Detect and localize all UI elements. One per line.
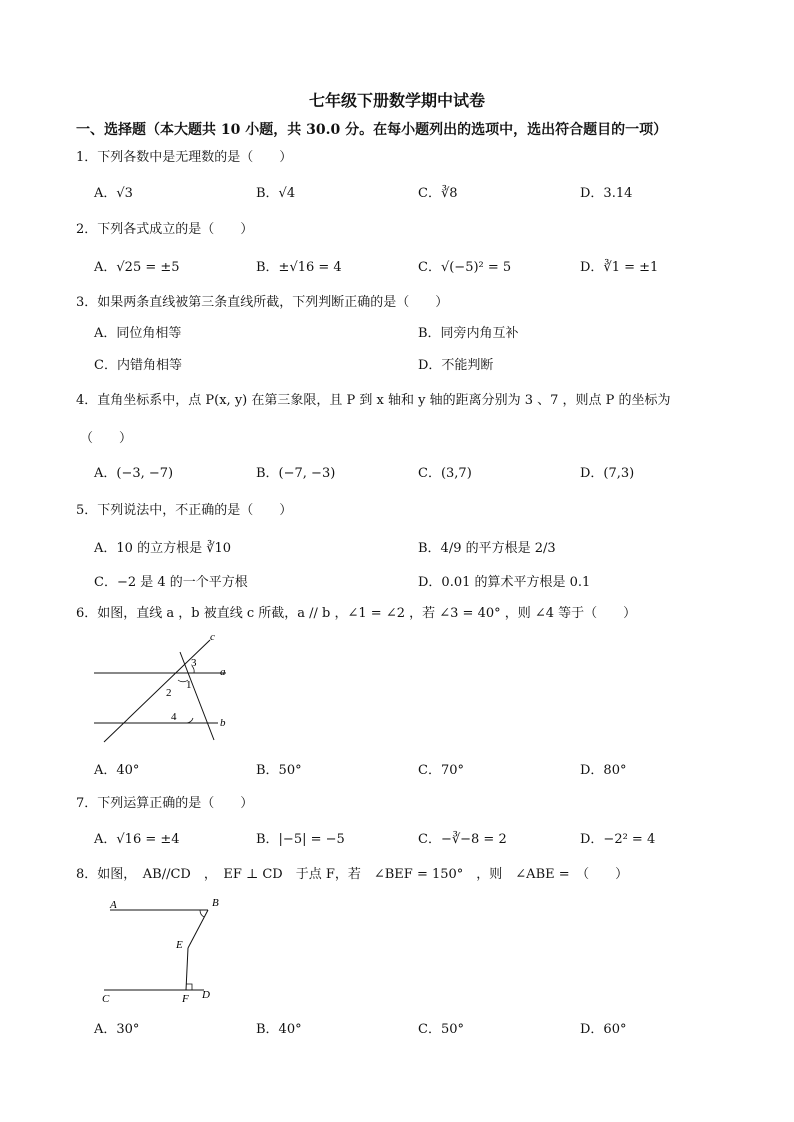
label-B: B — [212, 897, 219, 909]
question-6-option-b[interactable]: B．50° — [256, 763, 302, 778]
question-6-figure — [90, 628, 240, 748]
label-angle-3: 3 — [191, 657, 197, 669]
angle-arc-b — [200, 910, 204, 917]
question-2-option-b[interactable]: B．±√16 = 4 — [256, 260, 342, 275]
question-8-figure — [96, 890, 236, 1010]
question-4-option-b[interactable]: B．(−7, −3) — [256, 466, 336, 481]
question-8-option-b[interactable]: B．40° — [256, 1022, 302, 1037]
question-3-stem: 3．如果两条直线被第三条直线所截，下列判断正确的是（ ） — [76, 295, 449, 310]
question-5-option-d[interactable]: D．0.01 的算术平方根是 0.1 — [418, 575, 591, 590]
question-1-option-d[interactable]: D．3.14 — [580, 186, 633, 201]
question-6-option-d[interactable]: D．80° — [580, 763, 627, 778]
question-7-option-a[interactable]: A．√16 = ±4 — [94, 832, 180, 847]
question-5-option-c[interactable]: C．−2 是 4 的一个平方根 — [94, 575, 248, 590]
label-A: A — [110, 899, 117, 911]
question-7-option-b[interactable]: B．|−5| = −5 — [256, 832, 345, 847]
right-angle-mark-f — [186, 984, 192, 990]
label-F: F — [182, 993, 189, 1005]
second-transversal — [180, 652, 214, 740]
page-title: 七年级下册数学期中试卷 — [308, 91, 485, 110]
question-5-stem: 5．下列说法中，不正确的是（ ） — [76, 503, 293, 518]
question-1-option-a[interactable]: A．√3 — [94, 186, 133, 201]
question-2-stem: 2．下列各式成立的是（ ） — [76, 222, 254, 237]
question-3-option-c[interactable]: C．内错角相等 — [94, 358, 182, 373]
question-2-option-c[interactable]: C．√(−5)² = 5 — [418, 260, 512, 275]
question-7-stem: 7．下列运算正确的是（ ） — [76, 796, 254, 811]
label-c: c — [210, 631, 215, 643]
question-8-stem: 8．如图， AB//CD ， EF ⊥ CD 于点 F，若 ∠BEF = 150° ，则 ∠ABE = （ ） — [76, 867, 629, 882]
question-1-option-b[interactable]: B．√4 — [256, 186, 296, 201]
question-2-option-a[interactable]: A．√25 = ±5 — [94, 260, 180, 275]
label-C: C — [102, 993, 110, 1005]
label-angle-2: 2 — [166, 687, 172, 699]
question-5-option-b[interactable]: B．4/9 的平方根是 2/3 — [418, 541, 556, 556]
question-7-option-c[interactable]: C．−∛−8 = 2 — [418, 832, 507, 847]
line-c — [104, 640, 210, 742]
question-3-option-b[interactable]: B．同旁内角互补 — [418, 326, 519, 341]
segment-be — [188, 910, 208, 948]
label-a: a — [220, 666, 226, 678]
angle-arc-4 — [186, 718, 193, 723]
question-7-option-d[interactable]: D．−2² = 4 — [580, 832, 656, 847]
question-6-option-c[interactable]: C．70° — [418, 763, 464, 778]
section-heading: 一、选择题（本大题共 10 小题，共 30.0 分。在每小题列出的选项中，选出符合题目的一项） — [76, 122, 668, 138]
question-1-stem: 1．下列各数中是无理数的是（ ） — [76, 150, 293, 165]
question-2-option-d[interactable]: D．∛1 = ±1 — [580, 260, 659, 275]
label-angle-1: 1 — [186, 679, 192, 691]
question-4-option-c[interactable]: C．(3,7) — [418, 466, 472, 481]
question-8-option-c[interactable]: C．50° — [418, 1022, 464, 1037]
label-E: E — [176, 939, 183, 951]
label-b: b — [220, 717, 226, 729]
question-3-option-d[interactable]: D．不能判断 — [418, 358, 494, 373]
question-1-option-c[interactable]: C．∛8 — [418, 186, 458, 201]
question-6-stem: 6．如图，直线 a ，b 被直线 c 所截，a // b ，∠1 = ∠2 ，若 ∠3 = 40° ，则 ∠4 等于（ ） — [76, 606, 637, 621]
question-4-option-a[interactable]: A．(−3, −7) — [94, 466, 174, 481]
question-4-stem-continuation: （ ） — [80, 431, 133, 446]
question-4-option-d[interactable]: D．(7,3) — [580, 466, 635, 481]
question-3-option-a[interactable]: A．同位角相等 — [94, 326, 182, 341]
label-angle-4: 4 — [171, 711, 177, 723]
question-6-option-a[interactable]: A．40° — [94, 763, 140, 778]
label-D: D — [202, 989, 210, 1001]
question-5-option-a[interactable]: A．10 的立方根是 ∛10 — [94, 541, 232, 556]
question-8-option-a[interactable]: A．30° — [94, 1022, 140, 1037]
question-4-stem: 4．直角坐标系中，点 P(x, y) 在第三象限，且 P 到 x 轴和 y 轴的距离分别为 3 、7 ，则点 P 的坐标为 — [76, 393, 671, 408]
question-8-option-d[interactable]: D．60° — [580, 1022, 627, 1037]
